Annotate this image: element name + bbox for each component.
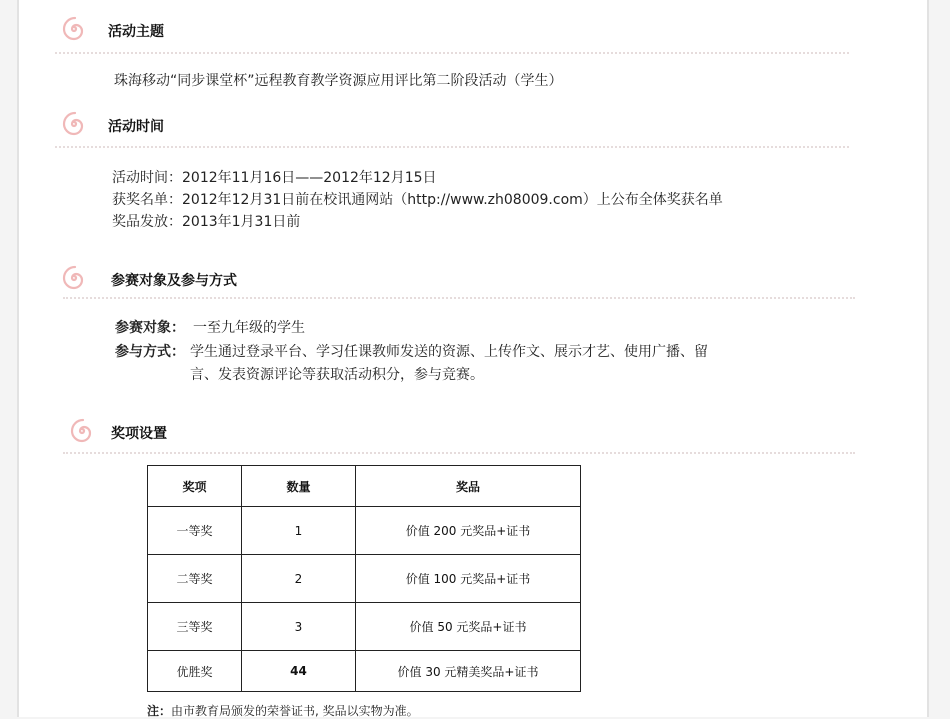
divider (63, 452, 855, 454)
award-prize: 价值 30 元精美奖品+证书 (356, 651, 581, 692)
note-label: 注： (147, 704, 172, 718)
awards-table (147, 465, 581, 692)
method-label: 参与方式： (115, 344, 185, 360)
header-quantity: 数量 (242, 466, 356, 507)
time-line-prizes: 奖品发放：2013年1月31日前 (112, 214, 301, 230)
award-name: 三等奖 (148, 603, 242, 651)
method-line-1: 学生通过登录平台、学习任课教师发送的资源、上传作文、展示才艺、使用广播、留 (190, 344, 708, 360)
target-value: 一至九年级的学生 (193, 320, 305, 336)
section-title: 活动时间 (108, 119, 164, 135)
divider (55, 146, 849, 148)
swirl-icon (69, 418, 95, 444)
award-prize: 价值 100 元奖品+证书 (356, 555, 581, 603)
section-title: 活动主题 (108, 24, 164, 40)
award-quantity: 1 (242, 507, 356, 555)
header-prize: 奖品 (356, 466, 581, 507)
award-quantity: 2 (242, 555, 356, 603)
award-name: 优胜奖 (148, 651, 242, 692)
award-name: 一等奖 (148, 507, 242, 555)
section-title: 参赛对象及参与方式 (111, 273, 237, 289)
award-quantity: 3 (242, 603, 356, 651)
swirl-icon (61, 16, 87, 42)
table-row (148, 651, 581, 692)
theme-content: 珠海移动“同步课堂杯”远程教育教学资源应用评比第二阶段活动（学生） (114, 73, 563, 89)
target-label: 参赛对象： (115, 320, 185, 336)
award-quantity: 44 (242, 651, 356, 692)
table-row (148, 603, 581, 651)
awards-note (147, 702, 419, 719)
divider (55, 52, 849, 54)
note-text: 由市教育局颁发的荣誉证书, 奖品以实物为准。 (171, 704, 419, 718)
section-title: 奖项设置 (111, 426, 167, 442)
table-row (148, 507, 581, 555)
award-name: 二等奖 (148, 555, 242, 603)
time-line-activity: 活动时间：2012年11月16日——2012年12月15日 (112, 170, 437, 186)
page (17, 0, 929, 717)
table-header-row (148, 466, 581, 507)
divider (63, 297, 855, 299)
header-award: 奖项 (148, 466, 242, 507)
swirl-icon (61, 111, 87, 137)
award-prize: 价值 50 元奖品+证书 (356, 603, 581, 651)
time-line-winners: 获奖名单：2012年12月31日前在校讯通网站（http://www.zh08009.com）上公布全体奖获名单 (112, 192, 723, 208)
method-line-2: 言、发表资源评论等获取活动积分，参与竞赛。 (190, 367, 484, 383)
table-row (148, 555, 581, 603)
swirl-icon (61, 265, 87, 291)
award-prize: 价值 200 元奖品+证书 (356, 507, 581, 555)
